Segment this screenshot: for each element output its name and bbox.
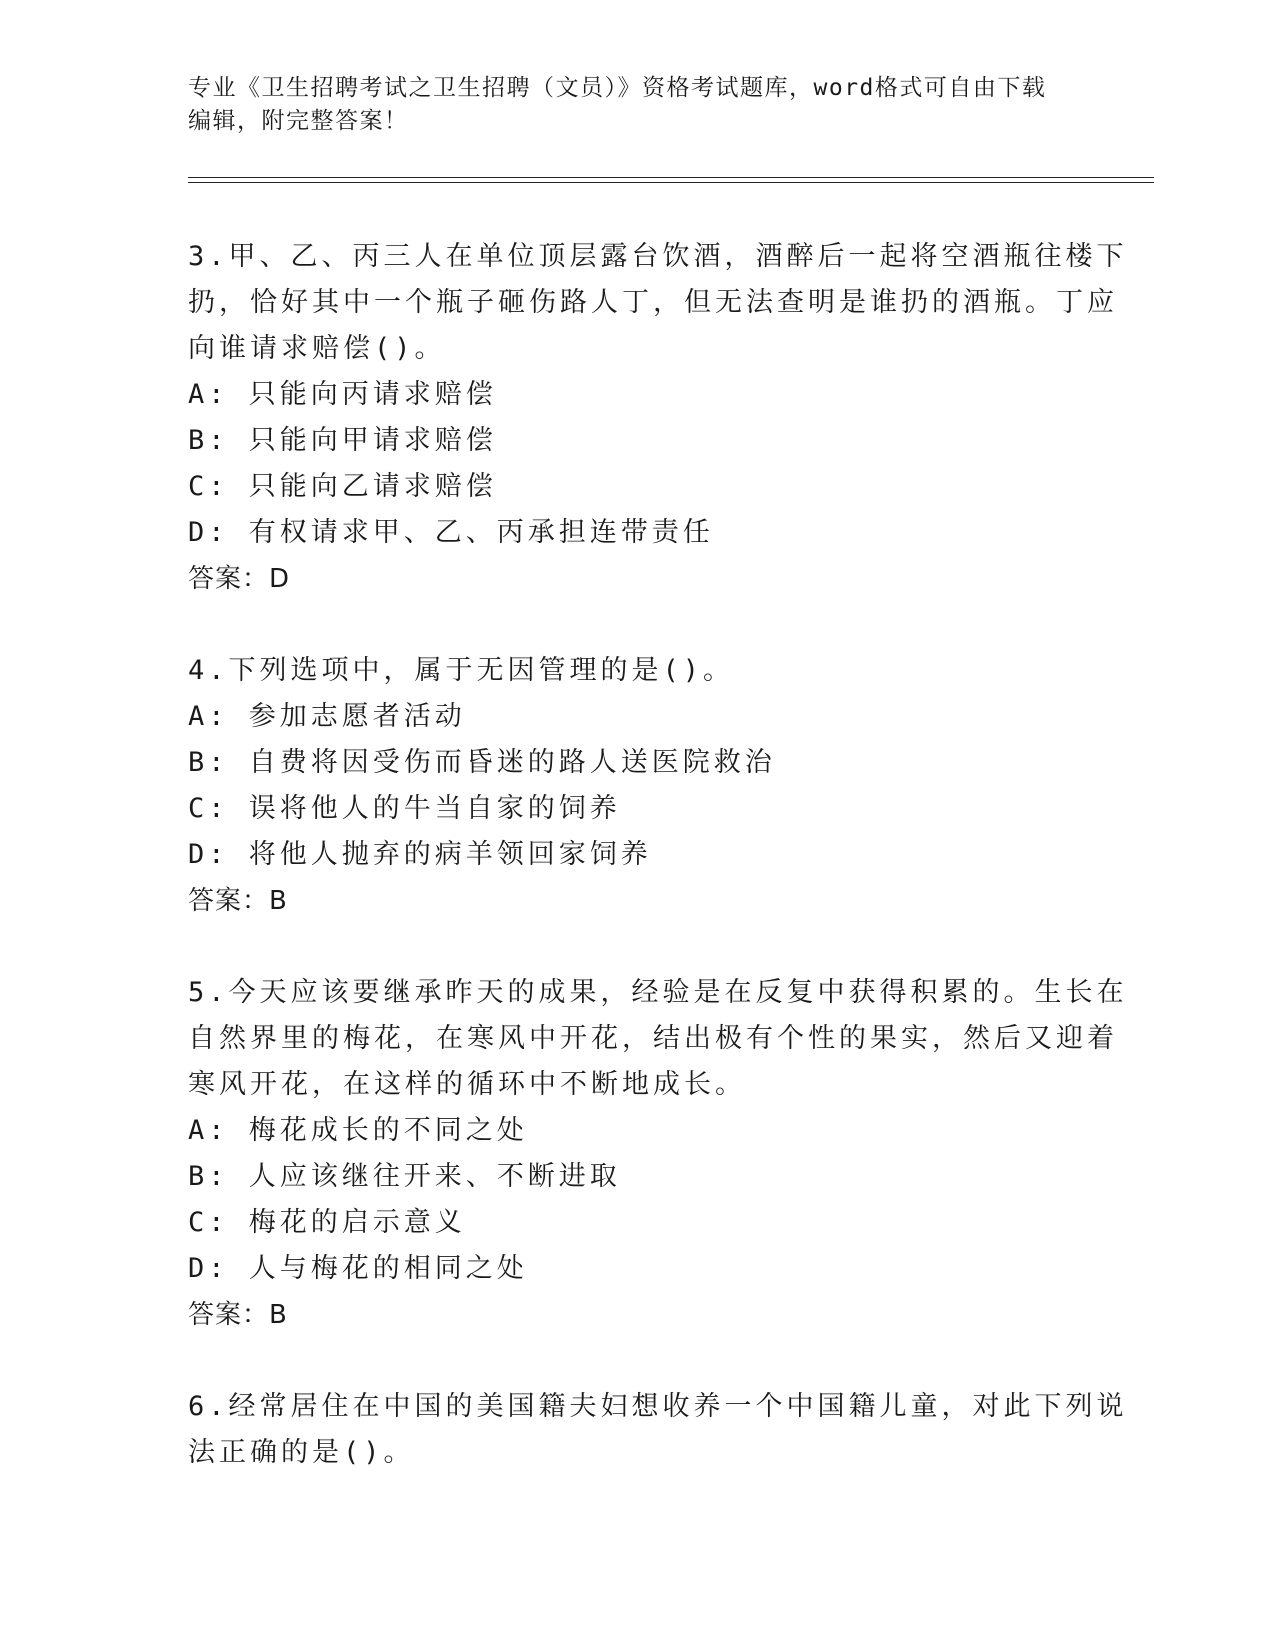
- option-a: A: 梅花成长的不同之处: [188, 1115, 528, 1146]
- option-b: B: 自费将因受伤而昏迷的路人送医院救治: [188, 747, 776, 778]
- question-text-line: 自然界里的梅花，在寒风中开花，结出极有个性的果实，然后又迎着: [188, 1023, 1118, 1054]
- option-a: A: 只能向丙请求赔偿: [188, 379, 497, 410]
- option-c: C: 只能向乙请求赔偿: [188, 471, 497, 502]
- document-header: [188, 72, 1088, 138]
- question-text-line: 6.经常居住在中国的美国籍夫妇想收养一个中国籍儿童，对此下列说: [188, 1391, 1128, 1422]
- answer-line: 答案：D: [188, 564, 291, 594]
- question-block-4: [188, 648, 1088, 924]
- question-text-line: 5.今天应该要继承昨天的成果，经验是在反复中获得积累的。生长在: [188, 977, 1128, 1008]
- option-d: D: 将他人抛弃的病羊领回家饲养: [188, 839, 652, 870]
- header-divider-top: [188, 177, 1154, 178]
- spacer: [188, 1338, 1088, 1384]
- question-text-line: 寒风开花，在这样的循环中不断地成长。: [188, 1069, 746, 1100]
- spacer: [188, 602, 1088, 648]
- option-a: A: 参加志愿者活动: [188, 701, 466, 732]
- question-block-6: [188, 1384, 1128, 1476]
- answer-line: 答案：B: [188, 1300, 288, 1330]
- question-text-line: 4.下列选项中，属于无因管理的是()。: [188, 655, 735, 686]
- question-text-line: 法正确的是()。: [188, 1437, 415, 1468]
- question-list: [188, 234, 1128, 1476]
- option-b: B: 人应该继往开来、不断进取: [188, 1161, 621, 1192]
- header-line-2: 编辑，附完整答案！: [188, 108, 409, 134]
- option-c: C: 梅花的启示意义: [188, 1207, 466, 1238]
- question-block-3: [188, 234, 1128, 602]
- option-d: D: 有权请求甲、乙、丙承担连带责任: [188, 517, 714, 548]
- question-text-line: 向谁请求赔偿()。: [188, 333, 446, 364]
- option-d: D: 人与梅花的相同之处: [188, 1253, 528, 1284]
- question-block-5: [188, 970, 1128, 1338]
- question-text-line: 扔，恰好其中一个瓶子砸伤路人丁，但无法查明是谁扔的酒瓶。丁应: [188, 287, 1118, 318]
- option-c: C: 误将他人的牛当自家的饲养: [188, 793, 621, 824]
- header-divider-bottom: [188, 182, 1154, 183]
- answer-line: 答案：B: [188, 886, 288, 916]
- question-text-line: 3.甲、乙、丙三人在单位顶层露台饮酒，酒醉后一起将空酒瓶往楼下: [188, 241, 1128, 272]
- option-b: B: 只能向甲请求赔偿: [188, 425, 497, 456]
- header-line-1: 专业《卫生招聘考试之卫生招聘（文员）》资格考试题库，word格式可自由下载: [188, 75, 1047, 101]
- spacer: [188, 924, 1088, 970]
